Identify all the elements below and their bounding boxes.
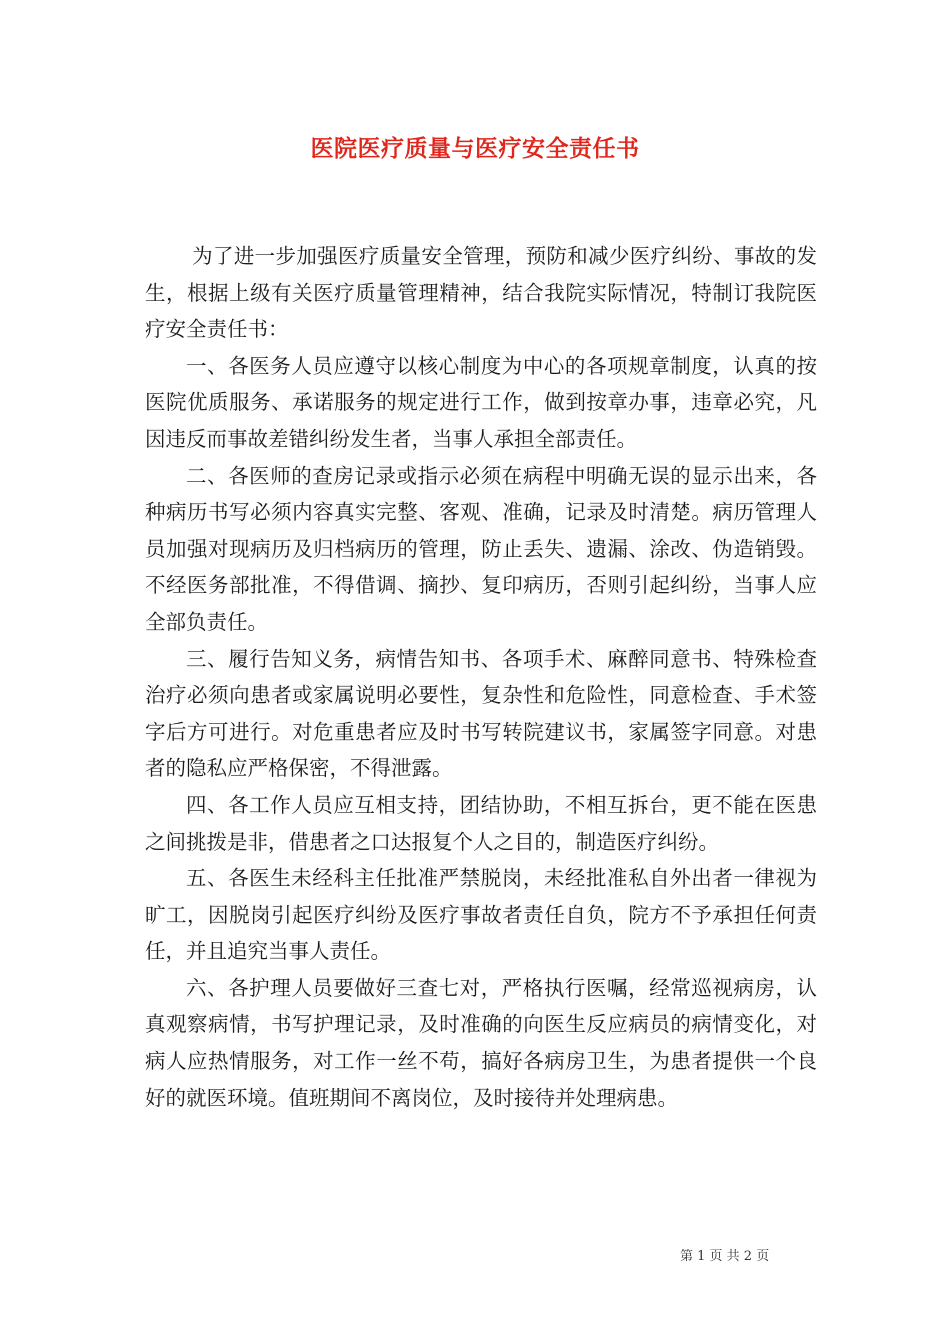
clause-paragraph-4: 四、各工作人员应互相支持，团结协助，不相互拆台，更不能在医患之间挑拨是非，借患者之口达报复个人之目的，制造医疗纠纷。 — [145, 792, 817, 854]
clause-paragraph-5: 五、各医生未经科主任批准严禁脱岗，未经批准私自外出者一律视为旷工，因脱岗引起医疗纠纷及医疗事故者责任自负，院方不予承担任何责任，并且追究当事人责任。 — [145, 866, 817, 964]
document-body — [145, 238, 817, 1116]
clause-paragraph-1: 一、各医务人员应遵守以核心制度为中心的各项规章制度，认真的按医院优质服务、承诺服务的规定进行工作，做到按章办事，违章必究，凡因违反而事故差错纠纷发生者，当事人承担全部责任。 — [145, 353, 817, 451]
document-title: 医院医疗质量与医疗安全责任书 — [310, 135, 640, 162]
clause-paragraph-6: 六、各护理人员要做好三查七对，严格执行医嘱，经常巡视病房，认真观察病情，书写护理记录，及时准确的向医生反应病员的病情变化，对病人应热情服务，对工作一丝不苟，搞好各病房卫生，为患者提供一个良好的就医环境。值班期间不离岗位，及时接待并处理病患。 — [145, 975, 817, 1110]
page-number-footer: 第 1 页 共 2 页 — [680, 1249, 770, 1264]
intro-paragraph: 为了进一步加强医疗质量安全管理，预防和减少医疗纠纷、事故的发生，根据上级有关医疗质量管理精神，结合我院实际情况，特制订我院医疗安全责任书： — [145, 244, 817, 342]
clause-paragraph-3: 三、履行告知义务，病情告知书、各项手术、麻醉同意书、特殊检查治疗必须向患者或家属说明必要性，复杂性和危险性，同意检查、手术签字后方可进行。对危重患者应及时书写转院建议书，家属签字同意。对患者的隐私应严格保密，不得泄露。 — [145, 646, 817, 781]
clause-paragraph-2: 二、各医师的查房记录或指示必须在病程中明确无误的显示出来，各种病历书写必须内容真实完整、客观、准确，记录及时清楚。病历管理人员加强对现病历及归档病历的管理，防止丢失、遗漏、涂改、伪造销毁。不经医务部批准，不得借调、摘抄、复印病历，否则引起纠纷，当事人应全部负责任。 — [145, 463, 817, 634]
